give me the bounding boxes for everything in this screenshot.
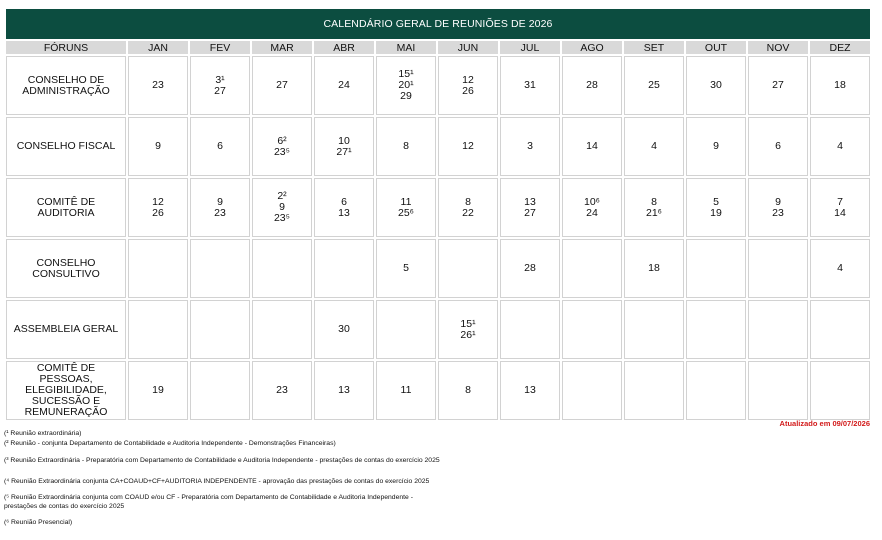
meeting-day-cell — [252, 56, 312, 115]
meeting-day-cell — [810, 117, 870, 176]
meeting-days: 5 19 — [710, 195, 722, 219]
meeting-day-cell — [128, 178, 188, 237]
meeting-days: 18 — [648, 262, 660, 274]
meeting-days: 24 — [338, 79, 350, 91]
meeting-day-cell — [128, 300, 188, 359]
meeting-days: 12 — [462, 140, 474, 152]
meeting-day-cell — [438, 178, 498, 237]
meeting-days: 30 — [710, 79, 722, 91]
meeting-days: 6 — [775, 140, 781, 152]
meeting-day-cell — [314, 361, 374, 420]
meeting-day-cell — [438, 239, 498, 298]
meeting-days: 6 — [217, 140, 223, 152]
meeting-days: 31 — [524, 79, 536, 91]
meeting-day-cell — [128, 56, 188, 115]
meeting-day-cell — [748, 361, 808, 420]
meeting-day-cell — [686, 117, 746, 176]
meeting-day-cell — [252, 117, 312, 176]
meeting-day-cell — [190, 56, 250, 115]
footnote-1: (¹ Reunião extraordinária) — [4, 430, 82, 437]
table-row — [6, 361, 870, 420]
meeting-day-cell — [686, 300, 746, 359]
meeting-day-cell — [500, 117, 560, 176]
meeting-day-cell — [438, 56, 498, 115]
meeting-days: 7 14 — [834, 195, 846, 219]
meeting-days: 14 — [586, 140, 598, 152]
meeting-days: 8 21⁶ — [645, 195, 662, 219]
meeting-day-cell — [810, 300, 870, 359]
header-forums: FÓRUNS — [6, 41, 126, 54]
meeting-days: 4 — [837, 140, 843, 152]
meeting-day-cell — [748, 117, 808, 176]
meeting-days: 30 — [338, 323, 350, 335]
meeting-days: 8 — [403, 140, 409, 152]
meeting-day-cell — [128, 117, 188, 176]
meeting-days: 28 — [524, 262, 536, 274]
meeting-day-cell — [810, 361, 870, 420]
header-month: NOV — [748, 41, 808, 54]
meeting-day-cell — [314, 300, 374, 359]
footnote-6: (⁶ Reunião Presencial) — [4, 519, 73, 526]
meeting-day-cell — [562, 239, 622, 298]
meeting-days: 18 — [834, 79, 846, 91]
forum-name: CONSELHO FISCAL — [6, 117, 126, 176]
forum-name: ASSEMBLEIA GERAL — [6, 300, 126, 359]
meeting-days: 13 — [524, 384, 536, 396]
meeting-day-cell — [190, 117, 250, 176]
meeting-day-cell — [190, 300, 250, 359]
meeting-days: 13 27 — [524, 195, 536, 219]
meeting-day-cell — [438, 361, 498, 420]
meeting-day-cell — [252, 239, 312, 298]
meeting-days: 2² 9 23⁵ — [273, 190, 291, 224]
meeting-day-cell — [686, 178, 746, 237]
meeting-day-cell — [562, 178, 622, 237]
meeting-day-cell — [562, 117, 622, 176]
header-month: MAR — [252, 41, 312, 54]
meeting-days: 4 — [651, 140, 657, 152]
meeting-days: 10⁶ 24 — [583, 195, 600, 219]
meeting-day-cell — [562, 56, 622, 115]
meeting-days: 4 — [837, 262, 843, 274]
meeting-day-cell — [748, 56, 808, 115]
meeting-day-cell — [314, 117, 374, 176]
table-row — [6, 300, 870, 359]
meeting-days: 25 — [648, 79, 660, 91]
meeting-days: 9 — [155, 140, 161, 152]
meeting-day-cell — [500, 361, 560, 420]
forum-name: COMITÊ DE PESSOAS, ELEGIBILIDADE, SUCESSÃO E REMUNERAÇÃO — [6, 361, 126, 420]
meeting-day-cell — [686, 361, 746, 420]
meeting-days: 8 — [465, 384, 471, 396]
meeting-days: 15¹ 20¹ 29 — [398, 68, 414, 102]
meeting-day-cell — [314, 178, 374, 237]
meeting-day-cell — [314, 239, 374, 298]
meeting-day-cell — [810, 178, 870, 237]
meeting-day-cell — [624, 117, 684, 176]
meeting-day-cell — [748, 239, 808, 298]
meeting-days: 11 — [400, 384, 412, 396]
meeting-day-cell — [128, 361, 188, 420]
meeting-days: 13 — [338, 384, 350, 396]
meeting-days: 9 23 — [214, 195, 226, 219]
meeting-day-cell — [500, 300, 560, 359]
meeting-days: 3¹ 27 — [214, 73, 226, 97]
footnote-5: (⁵ Reunião Extraordinária conjunta com COAUD e/ou CF - Preparatória com Departamento de Contabilidade e Auditoria Independente - prestações de contas do exercício 2025 — [4, 494, 413, 510]
header-month: AGO — [562, 41, 622, 54]
footnote-4: (⁴ Reunião Extraordinária conjunta CA+COAUD+CF+AUDITORIA INDEPENDENTE - aprovação das prestações de contas do exercício 2025 — [4, 478, 430, 485]
meeting-day-cell — [624, 239, 684, 298]
header-month: DEZ — [810, 41, 870, 54]
header-month: JUL — [500, 41, 560, 54]
meeting-days: 3 — [527, 140, 533, 152]
meeting-day-cell — [624, 56, 684, 115]
forum-name: COMITÊ DE AUDITORIA — [6, 178, 126, 237]
table-body — [6, 56, 870, 420]
meeting-day-cell — [748, 300, 808, 359]
meeting-day-cell — [190, 361, 250, 420]
meeting-days: 27 — [772, 79, 784, 91]
table-row — [6, 239, 870, 298]
header-month: FEV — [190, 41, 250, 54]
meeting-day-cell — [376, 361, 436, 420]
footnote-2: (² Reunião - conjunta Departamento de Contabilidade e Auditoria Independente - Demonstrações Financeiras) — [4, 440, 336, 447]
header-row — [6, 41, 870, 54]
meeting-days: 8 22 — [462, 195, 474, 219]
meeting-day-cell — [810, 56, 870, 115]
meeting-day-cell — [376, 300, 436, 359]
meeting-days: 12 26 — [462, 73, 474, 97]
meeting-day-cell — [376, 117, 436, 176]
meeting-day-cell — [624, 361, 684, 420]
header-month: JAN — [128, 41, 188, 54]
meeting-day-cell — [376, 178, 436, 237]
meeting-days: 6 13 — [338, 195, 350, 219]
meeting-day-cell — [438, 117, 498, 176]
meeting-day-cell — [686, 239, 746, 298]
meeting-day-cell — [500, 56, 560, 115]
meeting-day-cell — [562, 300, 622, 359]
meeting-days: 28 — [586, 79, 598, 91]
footnote-3: (³ Reunião Extraordinária - Preparatória com Departamento de Contabilidade e Auditoria Independente - prestações de contas do exercício 2025 — [4, 457, 440, 464]
calendar-title: CALENDÁRIO GERAL DE REUNIÕES DE 2026 — [6, 9, 870, 39]
meeting-days: 23 — [276, 384, 288, 396]
meetings-calendar-table — [4, 7, 872, 422]
header-month: ABR — [314, 41, 374, 54]
meeting-days: 12 26 — [152, 195, 164, 219]
meeting-days: 5 — [403, 262, 409, 274]
table-row — [6, 178, 870, 237]
forum-name: CONSELHO DE ADMINISTRAÇÃO — [6, 56, 126, 115]
updated-date: Atualizado em 09/07/2026 — [779, 419, 870, 428]
meeting-days: 6² 23⁵ — [273, 134, 291, 158]
meeting-day-cell — [376, 56, 436, 115]
header-month: SET — [624, 41, 684, 54]
meeting-days: 9 23 — [772, 195, 784, 219]
meeting-day-cell — [624, 300, 684, 359]
meeting-day-cell — [252, 300, 312, 359]
meeting-day-cell — [252, 361, 312, 420]
header-month: MAI — [376, 41, 436, 54]
meeting-day-cell — [252, 178, 312, 237]
forum-name: CONSELHO CONSULTIVO — [6, 239, 126, 298]
meeting-days: 11 25⁶ — [397, 195, 414, 219]
header-month: OUT — [686, 41, 746, 54]
meeting-day-cell — [314, 56, 374, 115]
table-row — [6, 56, 870, 115]
meeting-day-cell — [190, 239, 250, 298]
meeting-day-cell — [128, 239, 188, 298]
meeting-day-cell — [438, 300, 498, 359]
meeting-day-cell — [500, 239, 560, 298]
meeting-day-cell — [686, 56, 746, 115]
meeting-days: 23 — [152, 79, 164, 91]
meeting-days: 19 — [152, 384, 164, 396]
meeting-days: 9 — [713, 140, 719, 152]
meeting-days: 10 27¹ — [336, 134, 352, 158]
meeting-day-cell — [500, 178, 560, 237]
meeting-days: 27 — [276, 79, 288, 91]
meeting-day-cell — [376, 239, 436, 298]
meeting-days: 15¹ 26¹ — [460, 317, 476, 341]
meeting-day-cell — [624, 178, 684, 237]
meeting-day-cell — [810, 239, 870, 298]
header-month: JUN — [438, 41, 498, 54]
table-row — [6, 117, 870, 176]
meeting-day-cell — [190, 178, 250, 237]
meeting-day-cell — [562, 361, 622, 420]
meeting-day-cell — [748, 178, 808, 237]
